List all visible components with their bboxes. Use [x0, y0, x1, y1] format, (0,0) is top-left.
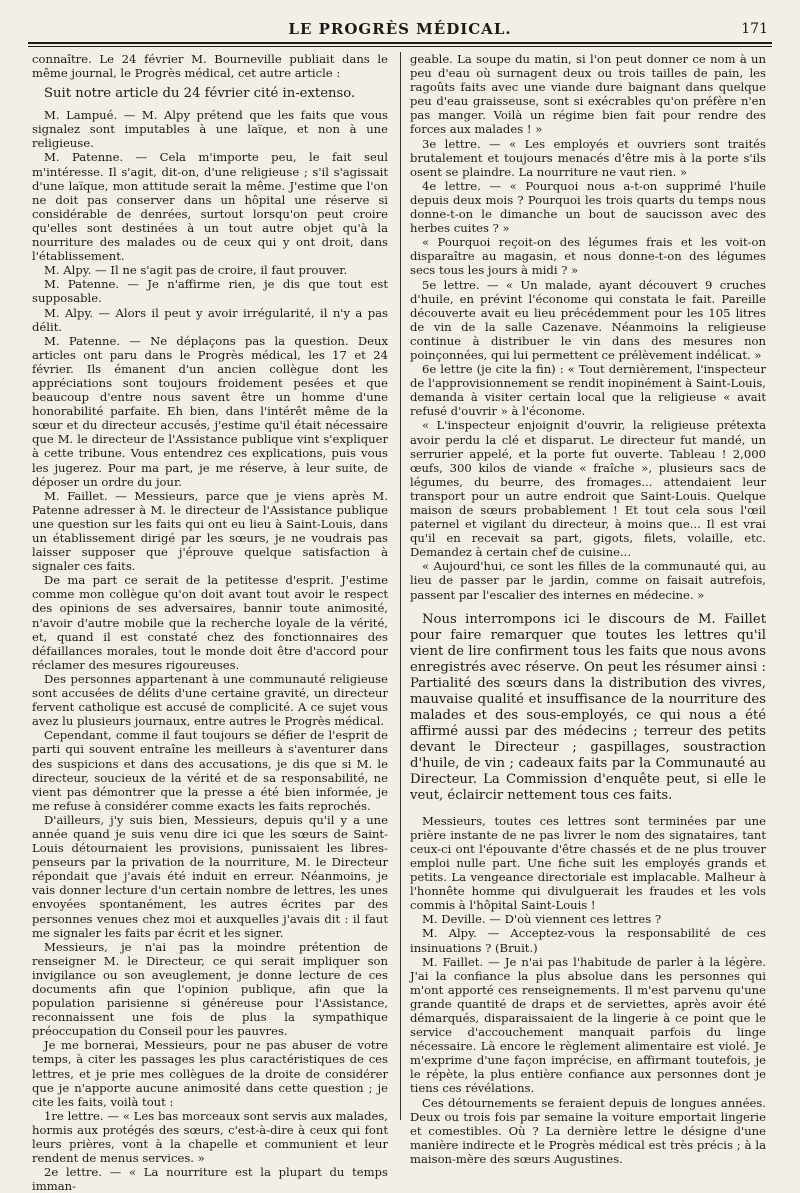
paragraph: M. Alpy. — Acceptez-vous la responsabilité de ces insinuations ? (Bruit.): [410, 926, 766, 955]
paragraph: connaître. Le 24 février M. Bourneville publiait dans le même journal, le Progrès médical, cet autre article :: [32, 52, 388, 81]
paragraph: « L'inspecteur enjoignit d'ouvrir, la religieuse prétexta avoir perdu la clé et disparut. Le directeur fut mandé, un serrurier appelé, et la porte fut ouverte. Tableau ! 2,000 œufs, 300 kilos de viande « fraîche », plusieurs sacs de légumes, du beurre, des fromages... attendaient leur transport pour un autre endroit que Saint-Louis. Quelque maison de sœurs probablement ! Et tout cela sous l'œil paternel et vigilant du directeur, à moins que... Il est vrai qu'il en recevait sa part, gigots, filets, volaille, etc. Demandez à certain chef de cuisine...: [410, 418, 766, 560]
paragraph: « Aujourd'hui, ce sont les filles de la communauté qui, au lieu de passer par le jardin, comme on faisait autrefois, passent par l'escalier des internes en médecine. »: [410, 559, 766, 602]
paragraph: M. Faillet. — Messieurs, parce que je viens après M. Patenne adresser à M. le directeur de l'Assistance publique une question sur les faits qui ont eu lieu à Saint-Louis, dans un établissement dirigé par les sœurs, je ne voudrais pas laisser supposer que j'éprouve quelque satisfaction à signaler ces faits.: [32, 488, 388, 574]
paragraph: M. Lampué. — M. Alpy prétend que les faits que vous signalez sont imputables à une laïque, et non à une religieuse.: [32, 108, 388, 151]
running-header: [28, 18, 772, 40]
right-column: [410, 52, 766, 1166]
page-number: 171: [741, 21, 768, 37]
paragraph: Cependant, comme il faut toujours se défier de l'esprit de parti qui souvent entraîne les meilleurs à s'aventurer dans des suspicions et dans des accusations, je dis que si M. le directeur, soucieux de la vérité et de sa responsabilité, ne vient pas démontrer que la presse a été bien informée, je me refuse à considérer comme exacts les faits reprochés.: [32, 728, 388, 813]
paragraph: geable. La soupe du matin, si l'on peut donner ce nom à un peu d'eau où surnagent deux ou trois tailles de pain, les ragoûts faits avec une viande dure baignant dans quelque peu d'eau graisseuse, sont si exécrables qu'on préfère n'en pas manger. Voilà un régime bien fait pour rendre des forces aux malades ! »: [410, 52, 766, 137]
paragraph: Messieurs, toutes ces lettres sont terminées par une prière instante de ne pas livrer le nom des signataires, tant ceux-ci ont l'épouvante d'être chassés et de ne plus trouver emploi nulle part. Une fiche suit les employés grands et petits. La vengeance directoriale est implacable. Malheur à l'honnête homme qui divulguerait les fraudes et les vols commis à l'hôpital Saint-Louis !: [410, 813, 766, 913]
paragraph: De ma part ce serait de la petitesse d'esprit. J'estime comme mon collègue qu'on doit avant tout avoir le respect des opinions de ses adversaires, bannir toute animosité, n'avoir d'autre mobile que la recherche loyale de la vérité, et, quand il est constaté chez des fonctionnaires des défaillances morales, tout le monde doit être d'accord pour réclamer des mesures rigoureuses.: [32, 573, 388, 672]
paragraph: Des personnes appartenant à une communauté religieuse sont accusées de délits d'une certaine gravité, un directeur fervent catholique est accusé de complicité. A ce sujet vous avez lu plusieurs journaux, entre autres le Progrès médical.: [32, 671, 388, 729]
paragraph: M. Faillet. — Je n'ai pas l'habitude de parler à la légère. J'ai la confiance la plus absolue dans les personnes qui m'ont apporté ces renseignements. Il m'est parvenu qu'une grande quantité de draps et de serviettes, après avoir été démarqués, disparaissaient de la lingerie à ce point que le service d'accouchement manquait parfois du linge nécessaire. Là encore le règlement alimentaire est violé. Je m'exprime d'une façon imprécise, en affirmant toutefois, je le répète, la plus entière confiance aux personnes dont je tiens ces révélations.: [410, 954, 766, 1096]
header-rule: [28, 42, 772, 44]
paragraph: 4e lettre. — « Pourquoi nous a-t-on supprimé l'huile depuis deux mois ? Pourquoi les trois quarts du temps nous donne-t-on le dimanche un bout de saucisson avec des herbes cuites ? »: [410, 178, 766, 236]
paragraph: Messieurs, je n'ai pas la moindre prétention de renseigner M. le Directeur, ce qui serait impliquer son invigilance ou son aveuglement, je donne lecture de ces documents afin que l'opinion publique, afin que la population parisienne si généreuse pour l'Assistance, reconnaissent une fois de plus la sympathique préoccupation du Conseil pour les pauvres.: [32, 939, 388, 1039]
paragraph: M. Patenne. — Cela m'importe peu, le fait seul m'intéresse. Il s'agit, dit-on, d'une religieuse ; s'il s'agissait d'une laïque, mon attitude serait la même. J'estime que l'on ne doit pas conserver dans un hôpital une réserve si considérable de denrées, surtout lorsqu'on peut croire qu'elles sont destinées à un tout autre objet qu'à la nourriture des malades ou de ceux qui y ont droit, dans l'établissement.: [32, 150, 388, 264]
paragraph: Suit notre article du 24 février cité in-extenso.: [44, 86, 356, 102]
paragraph: M. Alpy. — Il ne s'agit pas de croire, il faut prouver.: [44, 263, 348, 278]
paragraph: 5e lettre. — « Un malade, ayant découvert 9 cruches d'huile, en prévint l'économe qui constata le fait. Pareille découverte avait eu lieu précédemment pour les 105 litres de vin de la salle Cazenave. Néanmoins la religieuse continue à distribuer le vin dans des mesures non poinçonnées, qui lui permettent ce prélèvement indélicat. »: [410, 277, 766, 362]
paragraph: 2e lettre. — « La nourriture est la plupart du temps imman-: [32, 1165, 388, 1193]
paragraph: Ces détournements se feraient depuis de longues années. Deux ou trois fois par semaine la voiture emportait lingerie et comestibles. Où ? La dernière lettre le désigne d'une manière indirecte et le Progrès médical est très précis ; à la maison-mère des sœurs Augustines.: [410, 1095, 766, 1166]
left-column: [32, 52, 388, 1193]
paragraph: M. Deville. — D'où viennent ces lettres ?: [422, 912, 662, 927]
paragraph: M. Patenne. — Je n'affirme rien, je dis que tout est supposable.: [32, 277, 388, 306]
paragraph: Je me bornerai, Messieurs, pour ne pas abuser de votre temps, à citer les passages les plus caractéristiques de ces lettres, et je prie mes collègues de la droite de considérer que je n'apporte aucune animosité dans cette question ; je cite les faits, voilà tout :: [32, 1038, 388, 1109]
paragraph: 6e lettre (je cite la fin) : « Tout dernièrement, l'inspecteur de l'approvisionnement se rendit inopinément à Saint-Louis, demanda à visiter certain local que la religieuse « avait refusé d'ouvrir » à l'économe.: [410, 362, 766, 419]
paragraph: M. Patenne. — Ne déplaçons pas la question. Deux articles ont paru dans le Progrès médical, les 17 et 24 février. Ils émanent d'un ancien collègue dont les appréciations sont toujours froidement pesées et que beaucoup d'entre nous savent être un homme d'une honorabilité parfaite. Eh bien, dans l'intérêt même de la sœur et du directeur accusés, j'estime qu'il était nécessaire que M. le directeur de l'Assistance publique vint s'expliquer à cette tribune. Vous entendrez ces explications, puis vous les jugerez. Pour ma part, je me réserve, à leur suite, de déposer un ordre du jour.: [32, 333, 388, 489]
header-rule-thin: [28, 46, 772, 47]
column-divider: [400, 52, 401, 1120]
paragraph: Nous interrompons ici le discours de M. Faillet pour faire remarquer que toutes les lettres qu'il vient de lire confirment tous les faits que nous avons enregistrés avec réserve. On peut les résumer ainsi : Partialité des sœurs dans la distribution des vivres, mauvaise qualité et insuffisance de la nourriture des malades et des sous-employés, ce qui nous a été affirmé aussi par des médecins ; terreur des petits devant le Directeur ; gaspillages, soustraction d'huile, de vin ; cadeaux faits par la Communauté au Directeur. La Commission d'enquête peut, si elle le veut, éclaircir nettement tous ces faits.: [410, 611, 766, 803]
paragraph: M. Alpy. — Alors il peut y avoir irrégularité, il n'y a pas délit.: [32, 305, 388, 334]
paragraph: « Pourquoi reçoit-on des légumes frais et les voit-on disparaître au magasin, et nous donne-t-on des légumes secs tous les jours à midi ? »: [410, 235, 766, 278]
journal-title: LE PROGRÈS MÉDICAL.: [288, 20, 512, 38]
paragraph: 3e lettre. — « Les employés et ouvriers sont traités brutalement et toujours menacés d'être mis à la porte s'ils osent se plaindre. La nourriture ne vaut rien. »: [410, 136, 766, 179]
paragraph: D'ailleurs, j'y suis bien, Messieurs, depuis qu'il y a une année quand je suis venu dire ici que les sœurs de Saint-Louis détournaient les provisions, punissaient les libres-penseurs par la privation de la nourriture, M. le Directeur répondait que j'avais été induit en erreur. Néanmoins, je vais donner lecture d'un certain nombre de lettres, les unes envoyées spontanément, les autres écrites par des personnes venues chez moi et auxquelles j'avais dit : il faut me signaler les faits par écrit et les signer.: [32, 812, 388, 940]
paragraph: 1re lettre. — « Les bas morceaux sont servis aux malades, hormis aux protégés des sœurs, c'est-à-dire à ceux qui font leurs prières, vont à la chapelle et communient et leur rendent de menus services. »: [32, 1108, 388, 1166]
